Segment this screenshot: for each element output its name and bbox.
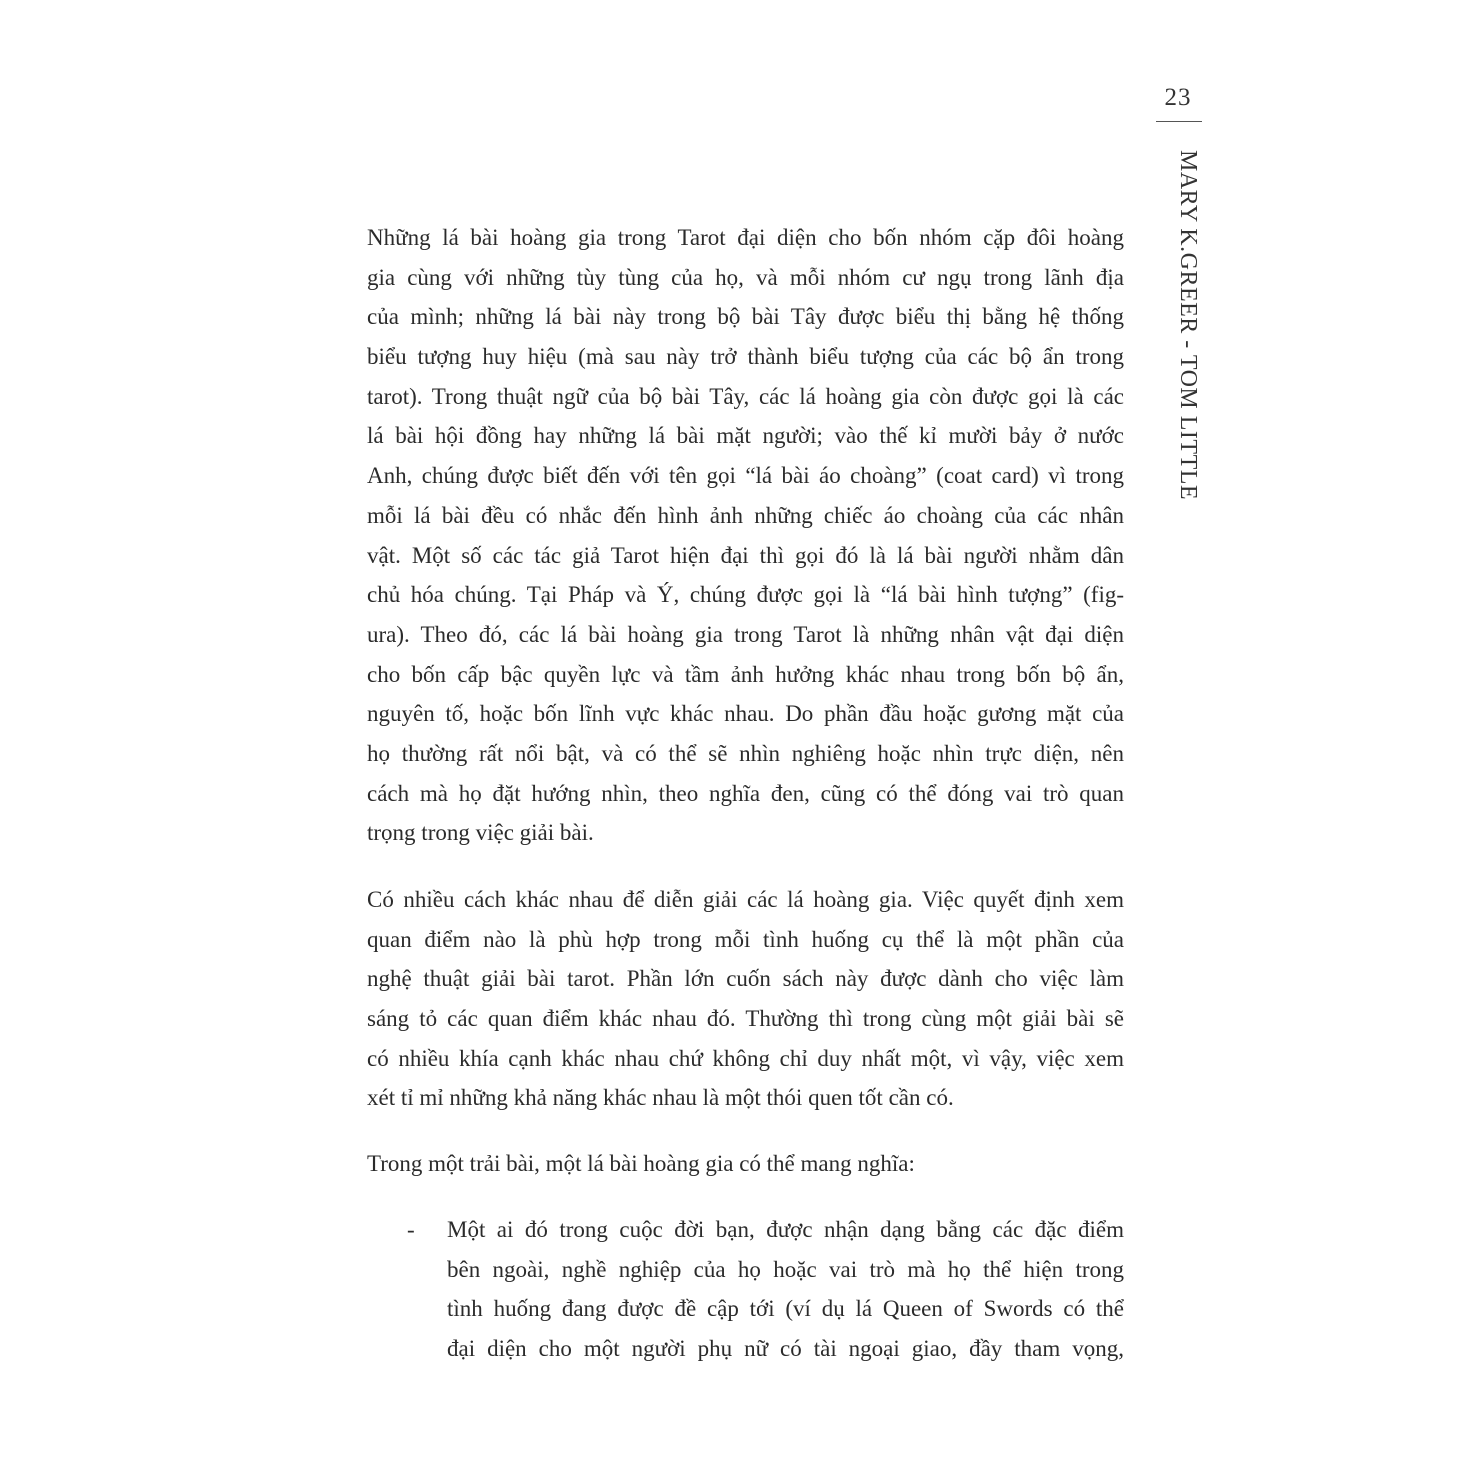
text-line: mỗi lá bài đều có nhắc đến hình ảnh những chiếc áo choàng của các nhân xyxy=(367,502,1124,528)
text-line: bên ngoài, nghề nghiệp của họ hoặc vai trò mà họ thể hiện trong xyxy=(447,1256,1124,1282)
text-line: ura). Theo đó, các lá bài hoàng gia trong Tarot là những nhân vật đại diện xyxy=(367,621,1124,647)
text-line: quan điểm nào là phù hợp trong mỗi tình huống cụ thể là một phần của xyxy=(367,926,1124,952)
text-line: Những lá bài hoàng gia trong Tarot đại diện cho bốn nhóm cặp đôi hoàng xyxy=(367,225,1124,250)
text-line: gia cùng với những tùy tùng của họ, và mỗi nhóm cư ngụ trong lãnh địa xyxy=(367,264,1124,290)
text-line: tarot). Trong thuật ngữ của bộ bài Tây, các lá hoàng gia còn được gọi là các xyxy=(367,383,1124,409)
text-line: cho bốn cấp bậc quyền lực và tầm ảnh hưởng khác nhau trong bốn bộ ẩn, xyxy=(367,661,1124,687)
paragraph-interpretation xyxy=(367,880,1124,1118)
text-line: lá bài hội đồng hay những lá bài mặt người; vào thế kỉ mười bảy ở nước xyxy=(367,423,1124,449)
text-line: Một ai đó trong cuộc đời bạn, được nhận dạng bằng các đặc điểm xyxy=(447,1216,1124,1242)
list-item xyxy=(407,1210,1124,1369)
header-rule xyxy=(1156,121,1202,122)
text-line: chủ hóa chúng. Tại Pháp và Ý, chúng được gọi là “lá bài hình tượng” (fig- xyxy=(367,582,1124,608)
list-bullet: - xyxy=(407,1216,415,1242)
text-line: cách mà họ đặt hướng nhìn, theo nghĩa đen, cũng có thể đóng vai trò quan xyxy=(367,780,1124,806)
text-line: nghệ thuật giải bài tarot. Phần lớn cuốn sách này được dành cho việc làm xyxy=(367,966,1124,992)
text-line: trọng trong việc giải bài. xyxy=(367,820,594,846)
text-line: đại diện cho một người phụ nữ có tài ngoại giao, đầy tham vọng, xyxy=(447,1335,1124,1361)
text-line: Anh, chúng được biết đến với tên gọi “lá bài áo choàng” (coat card) vì trong xyxy=(367,463,1124,489)
page-number: 23 xyxy=(1164,84,1192,111)
text-line: xét tỉ mỉ những khả năng khác nhau là một thói quen tốt cần có. xyxy=(367,1085,954,1111)
text-line: của mình; những lá bài này trong bộ bài Tây được biểu thị bằng hệ thống xyxy=(367,304,1124,330)
paragraph-list-intro xyxy=(367,1144,1124,1184)
text-line: có nhiều khía cạnh khác nhau chứ không chỉ duy nhất một, vì vậy, việc xem xyxy=(367,1045,1124,1071)
text-line: biểu tượng huy hiệu (mà sau này trở thành biểu tượng của các bộ ẩn trong xyxy=(367,344,1124,370)
text-line: họ thường rất nổi bật, và có thể sẽ nhìn nghiêng hoặc nhìn trực diện, nên xyxy=(367,740,1124,766)
text-line: tình huống đang được đề cập tới (ví dụ lá Queen of Swords có thể xyxy=(447,1296,1124,1322)
body-text xyxy=(367,218,1124,1369)
text-line: vật. Một số các tác giả Tarot hiện đại thì gọi đó là lá bài người nhằm dân xyxy=(367,542,1124,568)
text-line: Có nhiều cách khác nhau để diễn giải các lá hoàng gia. Việc quyết định xem xyxy=(367,887,1124,912)
text-line: nguyên tố, hoặc bốn lĩnh vực khác nhau. Do phần đầu hoặc gương mặt của xyxy=(367,701,1124,727)
text-line: sáng tỏ các quan điểm khác nhau đó. Thường thì trong cùng một giải bài sẽ xyxy=(367,1006,1124,1032)
paragraph-court-cards-intro xyxy=(367,218,1124,853)
text-line: Trong một trải bài, một lá bài hoàng gia có thể mang nghĩa: xyxy=(367,1151,915,1177)
running-head-authors: MARY K.GREER - TOM LITTLE xyxy=(1175,150,1201,501)
